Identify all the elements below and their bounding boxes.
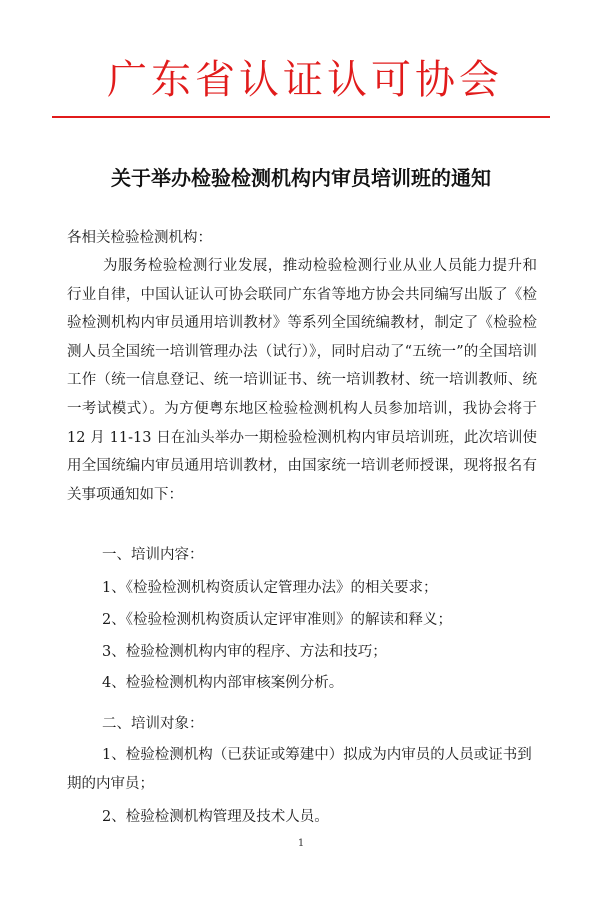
organization-letterhead: 广东省认证认可协会: [107, 57, 503, 103]
list-item: 4、检验检测机构内部审核案例分析。: [102, 675, 344, 691]
document-title: 关于举办检验检测机构内审员培训班的通知: [111, 166, 491, 190]
list-item: 1、《检验检测机构资质认定管理办法》的相关要求；: [102, 580, 438, 596]
salutation: 各相关检验检测机构：: [67, 230, 212, 246]
list-item: 2、检验检测机构管理及技术人员。: [102, 809, 329, 825]
section-heading-content: 一、培训内容：: [102, 547, 204, 563]
list-item: 1、检验检测机构（已获证或筹建中）拟成为内审员的人员或证书到期的内审员；: [67, 747, 532, 792]
page-number: 1: [297, 838, 305, 849]
list-item: 2、《检验检测机构资质认定评审准则》的解读和释义；: [102, 612, 452, 628]
section-heading-audience: 二、培训对象：: [102, 716, 204, 732]
letterhead-divider: [52, 116, 550, 118]
intro-paragraph: 为服务检验检测行业发展，推动检验检测行业从业人员能力提升和行业自律，中国认证认可协会联同广东省等地方协会共同编写出版了《检验检测机构内审员通用培训教材》等系列全国统编教材，制定了《检验检测人员全国统一培训管理办法（试行）》，同时启动了“五统一”的全国培训工作（统一信息登记、统一培训证书、统一培训教材、统一培训教师、统一考试模式）。为方便粤东地区检验检测机构人员参加培训，我协会将于 12 月 11-13 日在汕头举办一期检验检测机构内审员培训班，此次培训使用全国统编内审员通用培训教材，由国家统一培训老师授课，现将报名有关事项通知如下：: [67, 258, 537, 503]
list-item: 3、检验检测机构内审的程序、方法和技巧；: [102, 644, 387, 660]
